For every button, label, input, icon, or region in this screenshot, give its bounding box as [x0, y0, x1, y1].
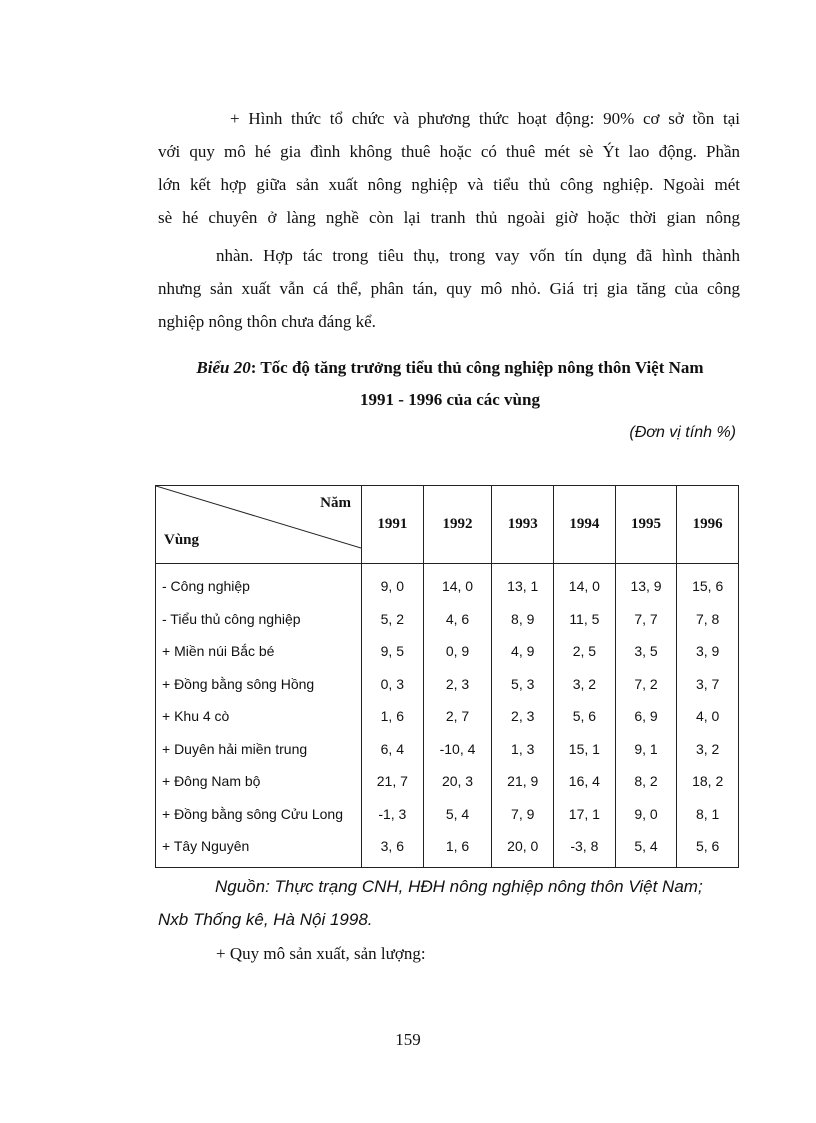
year-header: 1993: [492, 486, 554, 564]
value-cell: 1, 3: [492, 733, 554, 766]
page-number: 159: [395, 1030, 421, 1049]
paragraph-line: nhưng sản xuất vẫn cá thể, phân tán, quy mô nhỏ. Giá trị gia tăng của công: [158, 279, 740, 298]
value-cell: 5, 6: [677, 830, 739, 867]
value-cell: 3, 5: [615, 635, 677, 668]
value-cell: 9, 1: [615, 733, 677, 766]
table-row: [156, 733, 739, 766]
year-header: 1996: [677, 486, 739, 564]
growth-table: [155, 485, 739, 868]
caption-label: Biểu 20: [196, 358, 251, 377]
value-cell: 3, 7: [677, 668, 739, 701]
value-cell: 14, 0: [423, 564, 492, 603]
region-cell: - Công nghiệp: [156, 564, 362, 603]
paragraph-line: nghiệp nông thôn chưa đáng kể.: [158, 312, 376, 331]
value-cell: 7, 9: [492, 798, 554, 831]
caption-title: : Tốc độ tăng trưởng tiểu thủ công nghiệp nông thôn Việt Nam: [250, 358, 704, 377]
source-line: Nguồn: Thực trạng CNH, HĐH nông nghiệp nông thôn Việt Nam;: [215, 877, 703, 896]
table-row: [156, 765, 739, 798]
table-row: [156, 635, 739, 668]
region-cell: + Duyên hải miền trung: [156, 733, 362, 766]
value-cell: 8, 9: [492, 603, 554, 636]
year-header: 1991: [362, 486, 424, 564]
source-note: [158, 870, 740, 936]
value-cell: 11, 5: [554, 603, 616, 636]
value-cell: 2, 5: [554, 635, 616, 668]
table-row: [156, 830, 739, 867]
paragraph-line: sè hé chuyên ở làng nghề còn lại tranh thủ ngoài giờ hoặc thời gian nông: [158, 208, 740, 227]
value-cell: 1, 6: [362, 700, 424, 733]
value-cell: 6, 9: [615, 700, 677, 733]
paragraph-line: + Hình thức tổ chức và phương thức hoạt động: 90% cơ sở tồn tại: [230, 109, 740, 128]
value-cell: -1, 3: [362, 798, 424, 831]
corner-region-label: Vùng: [164, 532, 200, 548]
value-cell: 18, 2: [677, 765, 739, 798]
region-cell: + Đồng bằng sông Cửu Long: [156, 798, 362, 831]
region-cell: - Tiểu thủ công nghiệp: [156, 603, 362, 636]
table-row: [156, 700, 739, 733]
year-header: 1995: [615, 486, 677, 564]
source-line: Nxb Thống kê, Hà Nội 1998.: [158, 910, 373, 929]
value-cell: 6, 4: [362, 733, 424, 766]
paragraph-organization: [158, 102, 740, 234]
value-cell: 9, 0: [362, 564, 424, 603]
value-cell: 3, 6: [362, 830, 424, 867]
value-cell: 7, 2: [615, 668, 677, 701]
value-cell: 0, 9: [423, 635, 492, 668]
value-cell: 7, 7: [615, 603, 677, 636]
region-cell: + Tây Nguyên: [156, 830, 362, 867]
table-row: [156, 798, 739, 831]
value-cell: 5, 4: [423, 798, 492, 831]
corner-header-cell: [156, 486, 362, 564]
value-cell: 21, 9: [492, 765, 554, 798]
value-cell: 5, 2: [362, 603, 424, 636]
region-cell: + Đông Nam bộ: [156, 765, 362, 798]
value-cell: 4, 0: [677, 700, 739, 733]
region-cell: + Miền núi Bắc bé: [156, 635, 362, 668]
paragraph-line: với quy mô hé gia đình không thuê hoặc có thuê mét sè Ýt lao động. Phần: [158, 142, 740, 161]
paragraph-scale: + Quy mô sản xuất, sản lượng:: [216, 944, 426, 963]
value-cell: 7, 8: [677, 603, 739, 636]
paragraph-line: nhàn. Hợp tác trong tiêu thụ, trong vay vốn tín dụng đã hình thành: [216, 246, 740, 265]
value-cell: 20, 0: [492, 830, 554, 867]
value-cell: 21, 7: [362, 765, 424, 798]
paragraph-line: lớn kết hợp giữa sản xuất nông nghiệp và tiểu thủ công nghiệp. Ngoài mét: [158, 175, 740, 194]
region-cell: + Đồng bằng sông Hồng: [156, 668, 362, 701]
caption-title-line2: 1991 - 1996 của các vùng: [360, 390, 540, 409]
value-cell: 2, 3: [423, 668, 492, 701]
value-cell: 5, 3: [492, 668, 554, 701]
value-cell: 15, 6: [677, 564, 739, 603]
table-row: [156, 564, 739, 603]
value-cell: 5, 6: [554, 700, 616, 733]
value-cell: 0, 3: [362, 668, 424, 701]
value-cell: 4, 6: [423, 603, 492, 636]
value-cell: 9, 0: [615, 798, 677, 831]
table-row: [156, 668, 739, 701]
value-cell: 3, 9: [677, 635, 739, 668]
year-header: 1992: [423, 486, 492, 564]
value-cell: 1, 6: [423, 830, 492, 867]
value-cell: 9, 5: [362, 635, 424, 668]
region-cell: + Khu 4 cò: [156, 700, 362, 733]
value-cell: 3, 2: [554, 668, 616, 701]
value-cell: 2, 3: [492, 700, 554, 733]
value-cell: 13, 1: [492, 564, 554, 603]
year-header: 1994: [554, 486, 616, 564]
value-cell: 14, 0: [554, 564, 616, 603]
value-cell: 16, 4: [554, 765, 616, 798]
table-row: [156, 603, 739, 636]
value-cell: 2, 7: [423, 700, 492, 733]
unit-note: (Đơn vị tính %): [629, 424, 736, 441]
value-cell: 20, 3: [423, 765, 492, 798]
table-caption: [150, 352, 750, 416]
value-cell: 15, 1: [554, 733, 616, 766]
paragraph-cooperation: [158, 239, 740, 338]
value-cell: 3, 2: [677, 733, 739, 766]
value-cell: -3, 8: [554, 830, 616, 867]
value-cell: 13, 9: [615, 564, 677, 603]
value-cell: 8, 1: [677, 798, 739, 831]
value-cell: 4, 9: [492, 635, 554, 668]
value-cell: -10, 4: [423, 733, 492, 766]
value-cell: 17, 1: [554, 798, 616, 831]
value-cell: 8, 2: [615, 765, 677, 798]
corner-year-label: Năm: [320, 495, 351, 511]
value-cell: 5, 4: [615, 830, 677, 867]
table-header-row: [156, 486, 739, 564]
